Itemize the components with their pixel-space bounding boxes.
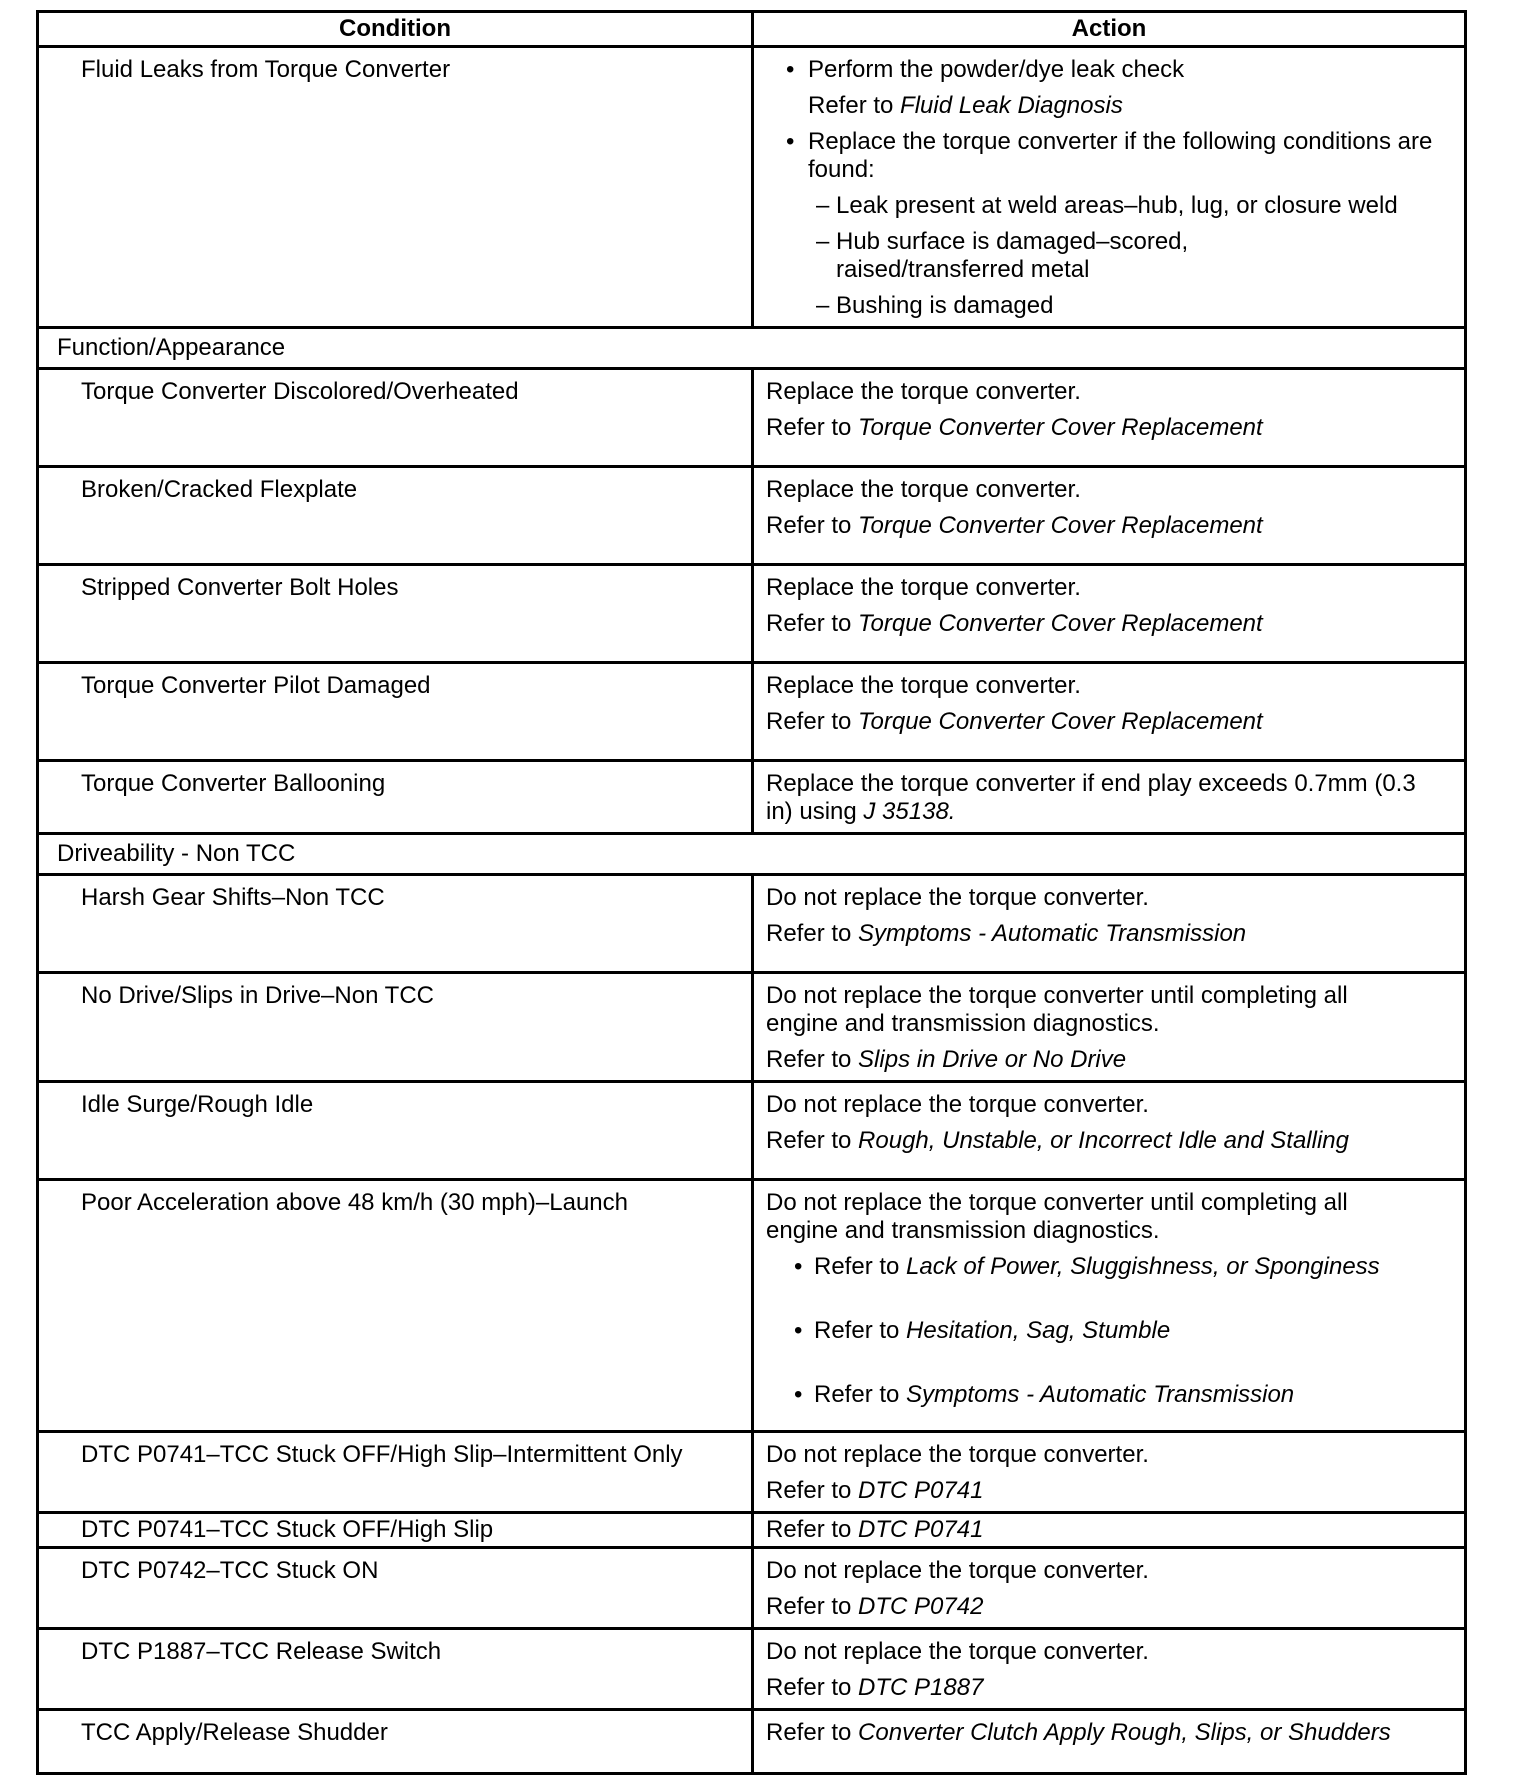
action-cell — [753, 1629, 1466, 1710]
condition-text: Torque Converter Ballooning — [81, 770, 386, 797]
action-cell — [753, 1432, 1466, 1513]
section-title: Function/Appearance — [38, 328, 1466, 369]
section-row — [38, 328, 1466, 369]
refer-line — [808, 92, 1454, 120]
condition-text: DTC P0741–TCC Stuck OFF/High Slip — [81, 1516, 494, 1543]
reference-link[interactable]: Slips in Drive or No Drive — [858, 1046, 1127, 1073]
refer-prefix: Refer to — [808, 92, 894, 119]
action-cell — [753, 1710, 1466, 1774]
action-text: Hub surface is damaged–scored, raised/transferred metal — [836, 228, 1189, 283]
condition-cell — [38, 1513, 753, 1548]
refer-line — [766, 708, 1454, 736]
refer-prefix: Refer to — [766, 414, 852, 441]
reference-link[interactable]: Torque Converter Cover Replacement — [858, 708, 1263, 735]
table-row — [38, 467, 1466, 565]
table-row — [38, 973, 1466, 1082]
action-text: Replace the torque converter. — [766, 672, 1081, 699]
header-condition: Condition — [38, 12, 753, 47]
table-row — [38, 47, 1466, 328]
condition-text: Idle Surge/Rough Idle — [81, 1091, 314, 1118]
action-cell — [753, 565, 1466, 663]
reference-link[interactable]: DTC P0742 — [858, 1593, 984, 1620]
refer-line — [766, 1046, 1404, 1074]
action-dash-item — [814, 292, 1454, 320]
reference-link[interactable]: Rough, Unstable, or Incorrect Idle and Stalling — [858, 1127, 1349, 1154]
reference-link[interactable]: DTC P1887 — [858, 1674, 984, 1701]
table-header-row — [38, 12, 1466, 47]
refer-prefix: Refer to — [766, 1593, 852, 1620]
refer-line — [766, 1477, 1454, 1505]
action-bullet — [790, 1317, 1404, 1345]
condition-cell — [38, 47, 753, 328]
refer-prefix: Refer to — [766, 1477, 852, 1504]
refer-prefix: Refer to — [766, 1046, 852, 1073]
section-title: Driveability - Non TCC — [38, 834, 1466, 875]
refer-line — [766, 1127, 1454, 1155]
action-cell — [753, 973, 1466, 1082]
action-cell — [753, 1548, 1466, 1629]
refer-line — [766, 512, 1454, 540]
header-action: Action — [753, 12, 1466, 47]
refer-prefix: Refer to — [814, 1253, 900, 1280]
refer-line — [766, 1674, 1454, 1702]
action-text: • Perform the powder/dye leak check — [808, 56, 1185, 83]
action-text: Do not replace the torque converter. — [766, 1557, 1149, 1584]
action-text: Replace the torque converter. — [766, 378, 1081, 405]
action-text: Do not replace the torque converter. — [766, 1638, 1149, 1665]
refer-prefix: Refer to — [766, 1127, 852, 1154]
action-text: Replace the torque converter if end play exceeds 0.7mm (0.3 in) using — [766, 770, 1416, 825]
condition-cell — [38, 1548, 753, 1629]
table-row — [38, 1082, 1466, 1180]
action-cell — [753, 467, 1466, 565]
refer-line — [766, 610, 1454, 638]
action-cell — [753, 663, 1466, 761]
diagnostic-table-document — [36, 10, 1464, 1775]
reference-link[interactable]: Fluid Leak Diagnosis — [900, 92, 1123, 119]
refer-line — [766, 1593, 1454, 1621]
action-text: Do not replace the torque converter. — [766, 884, 1149, 911]
action-cell — [753, 875, 1466, 973]
section-row — [38, 834, 1466, 875]
table-row — [38, 565, 1466, 663]
action-cell — [753, 1513, 1466, 1548]
condition-text: Torque Converter Pilot Damaged — [81, 672, 431, 699]
reference-link[interactable]: Symptoms - Automatic Transmission — [858, 920, 1247, 947]
condition-cell — [38, 761, 753, 834]
action-bullet — [784, 56, 1454, 120]
condition-cell — [38, 1180, 753, 1432]
condition-cell — [38, 1629, 753, 1710]
reference-link[interactable]: Lack of Power, Sluggishness, or Sponginess — [906, 1253, 1380, 1280]
reference-link[interactable]: DTC P0741 — [858, 1477, 984, 1504]
reference-link[interactable]: Torque Converter Cover Replacement — [858, 414, 1263, 441]
reference-link[interactable]: Symptoms - Automatic Transmission — [906, 1381, 1295, 1408]
action-text: Replace the torque converter if the following conditions are found: — [808, 128, 1433, 183]
action-bullet — [790, 1381, 1404, 1409]
refer-prefix: Refer to — [766, 1719, 852, 1746]
refer-prefix: Refer to — [766, 708, 852, 735]
action-text: Do not replace the torque converter until completing all engine and transmission diagnostics. — [766, 1189, 1348, 1244]
diagnostic-table — [36, 10, 1467, 1775]
condition-text: Fluid Leaks from Torque Converter — [81, 56, 451, 83]
refer-line — [766, 920, 1454, 948]
reference-link[interactable]: Hesitation, Sag, Stumble — [906, 1317, 1171, 1344]
condition-cell — [38, 565, 753, 663]
condition-cell — [38, 467, 753, 565]
reference-link[interactable]: Converter Clutch Apply Rough, Slips, or Shudders — [858, 1719, 1391, 1746]
condition-cell — [38, 973, 753, 1082]
refer-prefix: Refer to — [814, 1381, 900, 1408]
refer-line — [766, 414, 1454, 442]
condition-cell — [38, 369, 753, 467]
condition-text: Stripped Converter Bolt Holes — [81, 574, 399, 601]
action-text: Do not replace the torque converter. — [766, 1091, 1149, 1118]
table-row — [38, 369, 1466, 467]
action-text: Bushing is damaged — [836, 292, 1054, 319]
table-row — [38, 875, 1466, 973]
condition-text: DTC P0741–TCC Stuck OFF/High Slip–Intermittent Only — [81, 1441, 683, 1468]
refer-prefix: Refer to — [766, 1674, 852, 1701]
condition-cell — [38, 875, 753, 973]
table-row — [38, 761, 1466, 834]
action-cell — [753, 761, 1466, 834]
condition-text: DTC P1887–TCC Release Switch — [81, 1638, 442, 1665]
condition-text: TCC Apply/Release Shudder — [81, 1719, 388, 1746]
condition-text: DTC P0742–TCC Stuck ON — [81, 1557, 379, 1584]
action-cell — [753, 1082, 1466, 1180]
action-text: Do not replace the torque converter until completing all engine and transmission diagnostics. — [766, 982, 1348, 1037]
table-row — [38, 1710, 1466, 1774]
table-row — [38, 1513, 1466, 1548]
action-text: Leak present at weld areas–hub, lug, or closure weld — [836, 192, 1398, 219]
action-cell — [753, 369, 1466, 467]
table-row — [38, 1180, 1466, 1432]
reference-link[interactable]: Torque Converter Cover Replacement — [858, 610, 1263, 637]
action-cell — [753, 47, 1466, 328]
action-bullet — [784, 128, 1454, 184]
table-row — [38, 1432, 1466, 1513]
condition-cell — [38, 1432, 753, 1513]
tool-reference[interactable]: J 35138. — [863, 798, 956, 825]
refer-prefix: Refer to — [766, 512, 852, 539]
reference-link[interactable]: DTC P0741 — [858, 1516, 984, 1543]
action-bullet — [790, 1253, 1404, 1281]
action-dash-item — [814, 192, 1454, 220]
action-text: Do not replace the torque converter. — [766, 1441, 1149, 1468]
refer-prefix: Refer to — [766, 1516, 852, 1543]
table-row — [38, 663, 1466, 761]
reference-link[interactable]: Torque Converter Cover Replacement — [858, 512, 1263, 539]
condition-text: Harsh Gear Shifts–Non TCC — [81, 884, 385, 911]
condition-text: Torque Converter Discolored/Overheated — [81, 378, 519, 405]
action-dash-item — [814, 228, 1236, 284]
action-text: Replace the torque converter. — [766, 476, 1081, 503]
table-row — [38, 1548, 1466, 1629]
refer-prefix: Refer to — [814, 1317, 900, 1344]
refer-prefix: Refer to — [766, 610, 852, 637]
table-row — [38, 1629, 1466, 1710]
refer-prefix: Refer to — [766, 920, 852, 947]
action-cell — [753, 1180, 1466, 1432]
action-text: Replace the torque converter. — [766, 574, 1081, 601]
condition-text: Poor Acceleration above 48 km/h (30 mph)–Launch — [81, 1189, 628, 1216]
condition-cell — [38, 663, 753, 761]
condition-cell — [38, 1082, 753, 1180]
condition-text: Broken/Cracked Flexplate — [81, 476, 358, 503]
condition-text: No Drive/Slips in Drive–Non TCC — [81, 982, 434, 1009]
condition-cell — [38, 1710, 753, 1774]
